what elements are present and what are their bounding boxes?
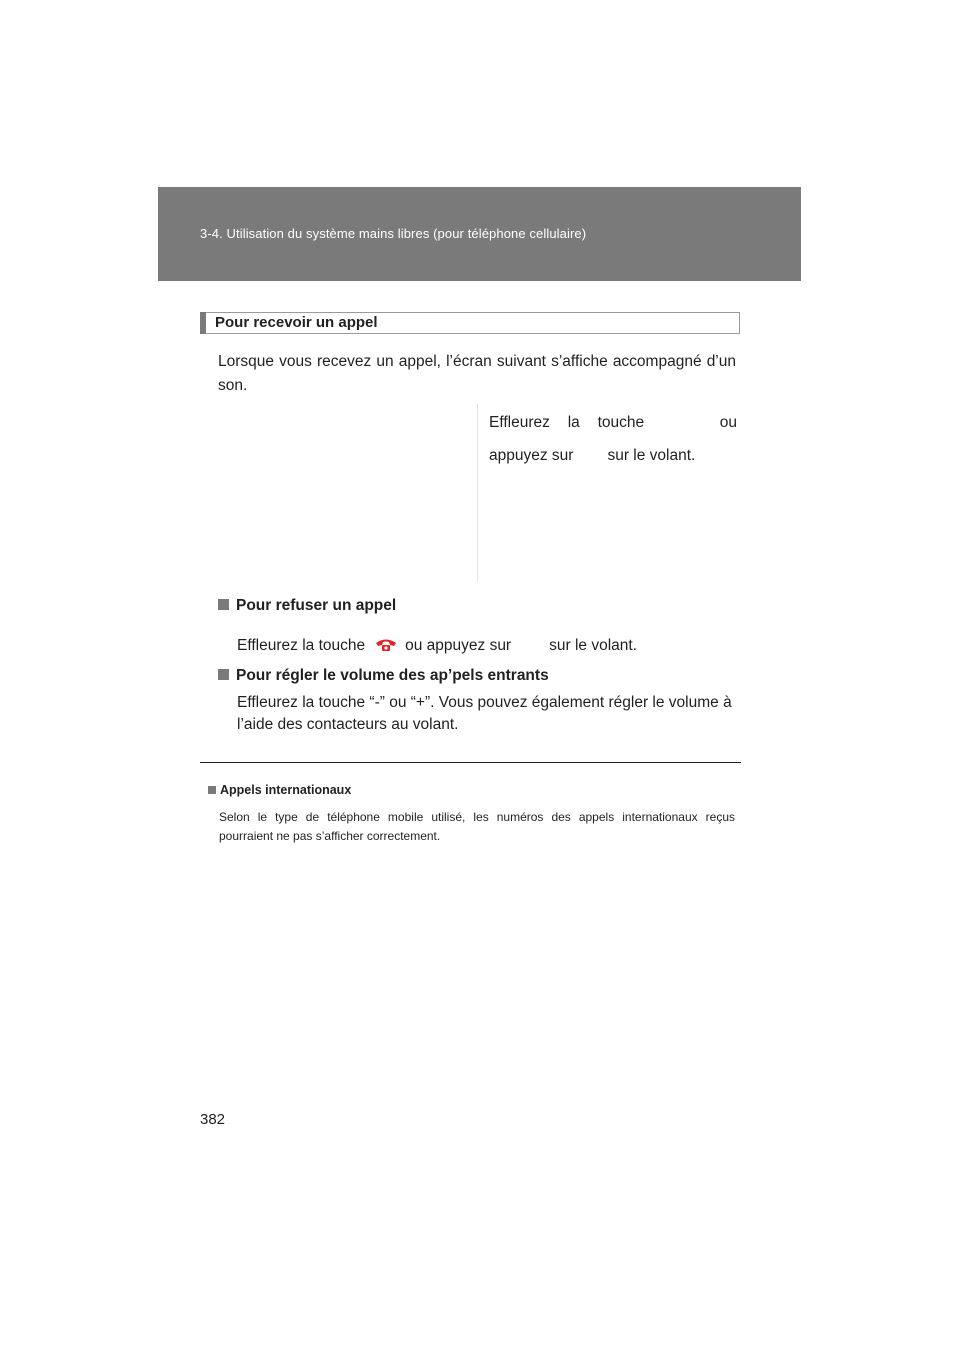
callout-line-1 — [489, 411, 737, 435]
intro-paragraph: Lorsque vous recevez un appel, l’écran suivant s’affiche accompagné d’un son. — [218, 353, 736, 394]
section-header: 3-4. Utilisation du système mains libres (pour téléphone cellulaire) — [200, 226, 587, 241]
note-divider — [200, 762, 741, 763]
screen-illustration — [218, 404, 474, 582]
callout-line-2 — [489, 444, 737, 468]
illustration-divider — [477, 404, 478, 582]
callout-word: touche — [597, 414, 645, 431]
section-title: Pour recevoir un appel — [215, 314, 378, 331]
volume-heading-text: Pour régler le volume des ap’pels entrants — [236, 667, 549, 684]
refuse-heading-text: Pour refuser un appel — [236, 597, 397, 614]
bullet-square-icon — [208, 786, 216, 794]
page-number: 382 — [200, 1111, 226, 1128]
refuse-text-b: ou appuyez sur — [405, 637, 512, 654]
refuse-text-a: Effleurez la touche — [237, 637, 366, 654]
end-call-phone-icon — [373, 635, 399, 653]
refuse-text-c: sur le volant. — [549, 637, 637, 654]
callout-text: appuyez sur — [489, 447, 574, 464]
bullet-square-icon — [218, 599, 229, 610]
callout-word: ou — [719, 414, 737, 431]
refuse-heading — [218, 597, 396, 615]
note-heading-text: Appels internationaux — [220, 783, 352, 797]
callout-text: sur le volant. — [607, 447, 696, 464]
note-heading — [208, 783, 351, 797]
callout-word: Effleurez — [489, 414, 550, 431]
refuse-text — [237, 635, 737, 657]
section-title-marker — [200, 312, 206, 334]
note-text: Selon le type de téléphone mobile utilisé, les numéros des appels internationaux reçus pourraient ne pas s’afficher correctement. — [219, 810, 735, 843]
bullet-square-icon — [218, 669, 229, 680]
volume-text: Effleurez la touche “-” ou “+”. Vous pouvez également régler le volume à l’aide des contacteurs au volant. — [237, 694, 732, 733]
volume-heading — [218, 667, 549, 685]
callout-word: la — [567, 414, 580, 431]
